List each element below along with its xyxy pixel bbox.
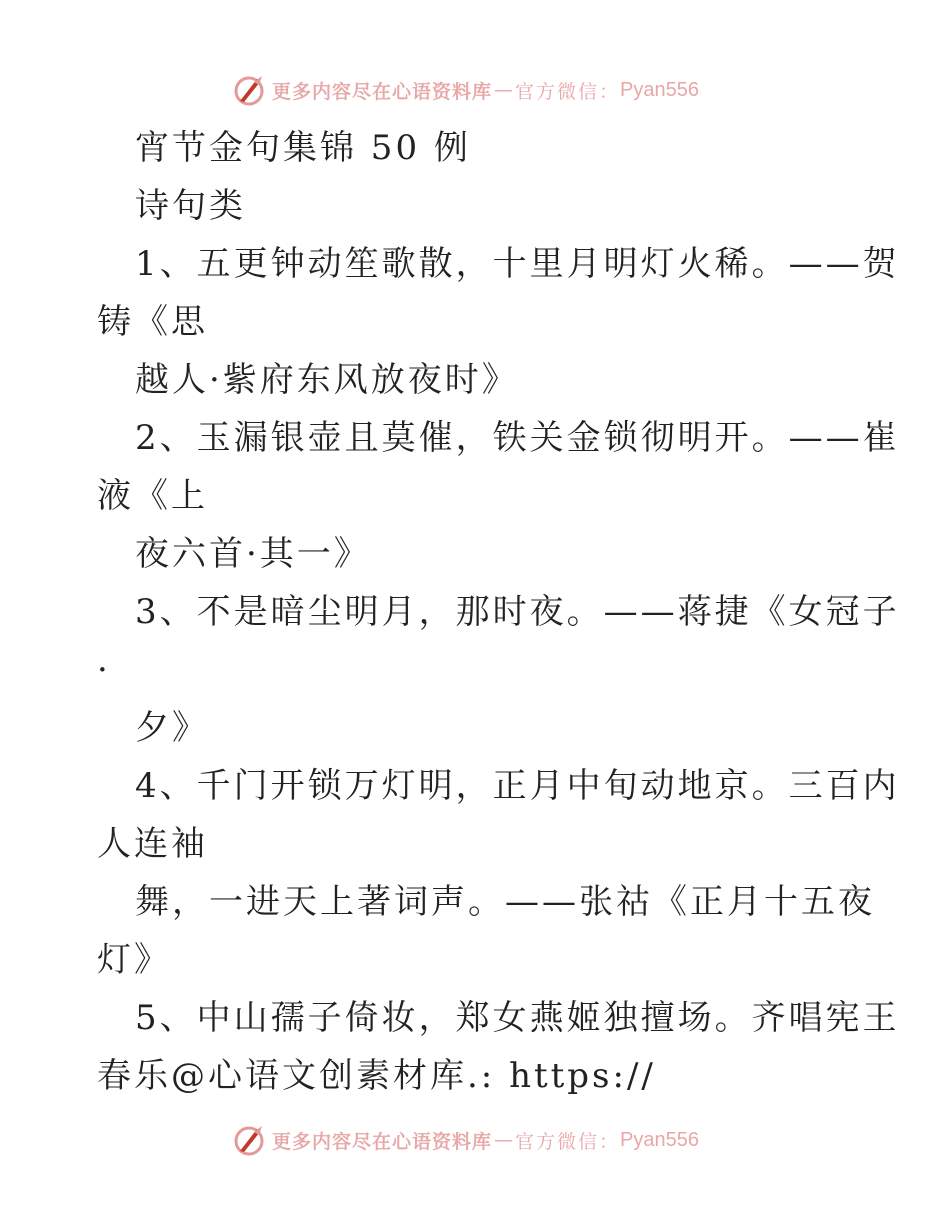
watermark-main-text: 更多内容尽在心语资料库 bbox=[272, 1130, 493, 1153]
watermark-separator: — bbox=[494, 1129, 514, 1151]
watermark-label: 官方微信： bbox=[515, 80, 621, 103]
text-line: 3、不是暗尘明月，那时夜。——蒋捷《女冠子 bbox=[135, 592, 900, 632]
text-line: 2、玉漏银壶且莫催，铁关金锁彻明开。——崔 bbox=[135, 418, 900, 458]
text-line: 人连袖 bbox=[97, 824, 208, 864]
text-line: 4、千门开锁万灯明，正月中旬动地京。三百内 bbox=[135, 766, 900, 806]
watermark-separator: — bbox=[494, 79, 514, 101]
text-line: 越人·紫府东风放夜时》 bbox=[135, 360, 519, 400]
text-line: 1、五更钟动笙歌散，十里月明灯火稀。——贺 bbox=[135, 244, 900, 284]
watermark-main-text: 更多内容尽在心语资料库 bbox=[272, 80, 493, 103]
text-line-title: 宵节金句集锦 50 例 bbox=[135, 128, 471, 168]
text-line: 铸《思 bbox=[97, 302, 208, 342]
feather-pen-icon bbox=[232, 73, 266, 107]
watermark-id: Pyan556 bbox=[620, 78, 699, 101]
feather-pen-icon bbox=[232, 1123, 266, 1157]
text-line: · bbox=[97, 650, 111, 690]
text-line: 灯》 bbox=[97, 940, 171, 980]
watermark-footer bbox=[232, 1122, 699, 1158]
text-line: 舞，一进天上著词声。——张祜《正月十五夜 bbox=[135, 882, 875, 922]
text-line: 夜六首·其一》 bbox=[135, 534, 371, 574]
watermark-label: 官方微信： bbox=[515, 1130, 621, 1153]
text-line: 液《上 bbox=[97, 476, 208, 516]
text-line: 诗句类 bbox=[135, 186, 246, 226]
text-line: 春乐@心语文创素材库.: https:// bbox=[97, 1056, 656, 1096]
watermark-id: Pyan556 bbox=[620, 1128, 699, 1151]
text-line: 5、中山孺子倚妆，郑女燕姬独擅场。齐唱宪王 bbox=[135, 998, 900, 1038]
text-line: 夕》 bbox=[135, 708, 209, 748]
watermark-header bbox=[232, 72, 699, 108]
